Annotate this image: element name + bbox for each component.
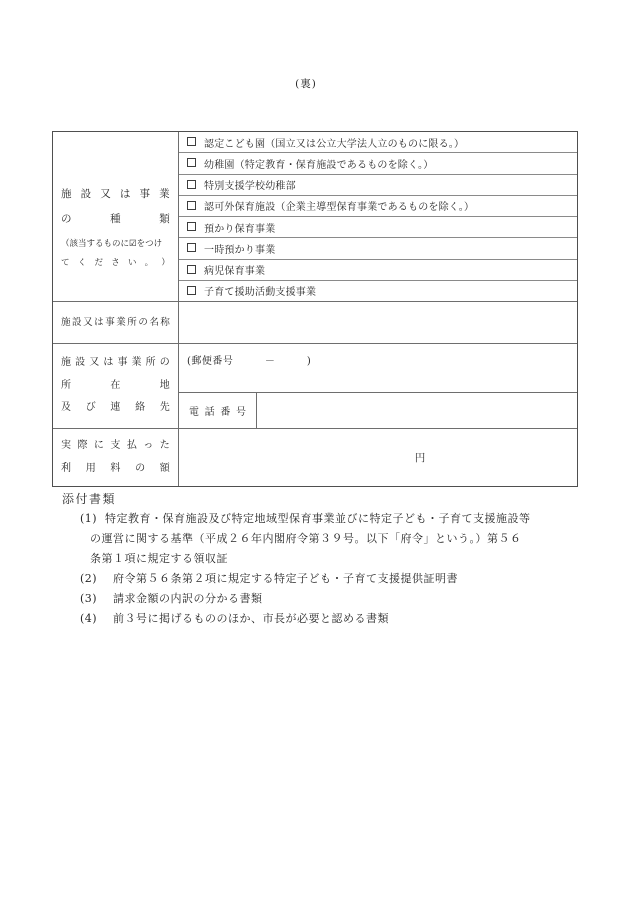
facility-type-option-row <box>179 238 577 259</box>
facility-type-label-line2: の 種 類 <box>61 213 170 225</box>
checkbox-icon[interactable] <box>187 243 196 252</box>
facility-type-note-line1: （該当するものに☑をつけ <box>61 239 163 249</box>
facility-name-section <box>53 301 577 343</box>
facility-type-option-label: 特別支援学校幼稚部 <box>204 181 296 193</box>
fee-label-line2: 利 用 料 の 額 <box>61 462 170 474</box>
attachment-line <box>0 569 630 589</box>
attachment-number: (3) <box>80 592 98 605</box>
attachments-heading: 添付書類 <box>62 492 117 506</box>
fee-label-cell <box>53 429 179 486</box>
phone-label-cell <box>179 393 257 428</box>
address-label-line2: 所 在 地 <box>61 379 170 391</box>
attachment-number: (2) <box>80 572 98 585</box>
attachment-text: 前３号に掲げるもののほか、市長が必要と認める書類 <box>113 612 389 625</box>
attachment-item <box>0 609 630 629</box>
facility-type-label-cell <box>53 132 179 301</box>
phone-label: 電 話 番 号 <box>189 407 246 419</box>
attachment-text: 府令第５６条第２項に規定する特定子ども・子育て支援提供証明書 <box>113 572 458 585</box>
checkbox-icon[interactable] <box>187 286 196 295</box>
attachment-item <box>0 509 630 569</box>
checkbox-icon[interactable] <box>187 201 196 210</box>
fee-label-line1: 実 際 に 支 払 っ た <box>61 440 170 451</box>
attachment-line <box>0 589 630 609</box>
facility-name-label: 施 設 又 は 事 業 所 の 名 称 <box>61 316 170 328</box>
facility-type-option-row <box>179 260 577 281</box>
fee-amount-input-area[interactable] <box>179 429 577 486</box>
facility-type-option-row <box>179 153 577 174</box>
checkbox-icon[interactable] <box>187 222 196 231</box>
attachment-item <box>0 589 630 609</box>
page-side-label: (裏) <box>295 78 317 90</box>
facility-type-label-line1: 施 設 又 は 事 業 <box>61 188 170 200</box>
address-label-cell <box>53 344 179 428</box>
yen-unit-label: 円 <box>414 452 426 464</box>
facility-type-option-label: 認可外保育施設（企業主導型保育事業であるものを除く。） <box>204 202 475 214</box>
attachment-line: の運営に関する基準（平成２６年内閣府令第３９号。以下「府令」という。）第５６ <box>90 532 522 545</box>
attachment-text: 特定教育・保育施設及び特定地域型保育事業並びに特定子ども・子育て支援施設等 <box>105 512 531 525</box>
attachment-number: (1) <box>80 512 98 525</box>
facility-type-option-label: 子育て援助活動支援事業 <box>204 287 317 299</box>
attachment-number: (4) <box>80 612 98 625</box>
facility-type-option-row <box>179 132 577 153</box>
facility-type-option-row <box>179 196 577 217</box>
checkbox-icon[interactable] <box>187 265 196 274</box>
paid-fee-section <box>53 428 577 486</box>
address-label-line1: 施 設 又 は 事 業 所 の <box>61 357 170 369</box>
facility-type-option-label: 預かり保育事業 <box>204 223 276 235</box>
facility-type-option-label: 認定こども園（国立又は公立大学法人立のものに限る。） <box>204 138 465 150</box>
facility-type-option-label: 幼稚園（特定教育・保育施設であるものを除く。） <box>204 159 434 171</box>
facility-type-option-row <box>179 217 577 238</box>
postal-code-input-area[interactable] <box>179 344 577 393</box>
attachment-line <box>0 509 630 529</box>
postal-code-label: (郵便番号 － ) <box>187 356 312 367</box>
attachments-section <box>0 489 630 629</box>
address-value-area <box>179 344 577 428</box>
facility-type-option-label: 一時預かり事業 <box>204 244 276 256</box>
facility-name-label-cell <box>53 302 179 343</box>
attachment-line: 条第１項に規定する領収証 <box>90 552 228 565</box>
attachment-line <box>0 609 630 629</box>
facility-type-option-row <box>179 281 577 301</box>
checkbox-icon[interactable] <box>187 137 196 146</box>
attachment-item <box>0 569 630 589</box>
application-form-table <box>52 131 578 487</box>
facility-type-option-row <box>179 175 577 196</box>
facility-type-option-label: 病児保育事業 <box>204 266 266 278</box>
facility-type-note-line2: て く だ さ い 。 ） <box>61 258 170 268</box>
facility-type-section <box>53 132 577 301</box>
phone-number-input-area[interactable] <box>257 393 577 428</box>
attachment-text: 請求金額の内訳の分かる書類 <box>113 592 263 605</box>
address-label-line3: 及 び 連 絡 先 <box>61 402 170 414</box>
checkbox-icon[interactable] <box>187 158 196 167</box>
facility-name-input-area[interactable] <box>179 302 577 343</box>
checkbox-icon[interactable] <box>187 180 196 189</box>
phone-row <box>179 393 577 428</box>
facility-type-options <box>179 132 577 301</box>
address-contact-section <box>53 343 577 428</box>
